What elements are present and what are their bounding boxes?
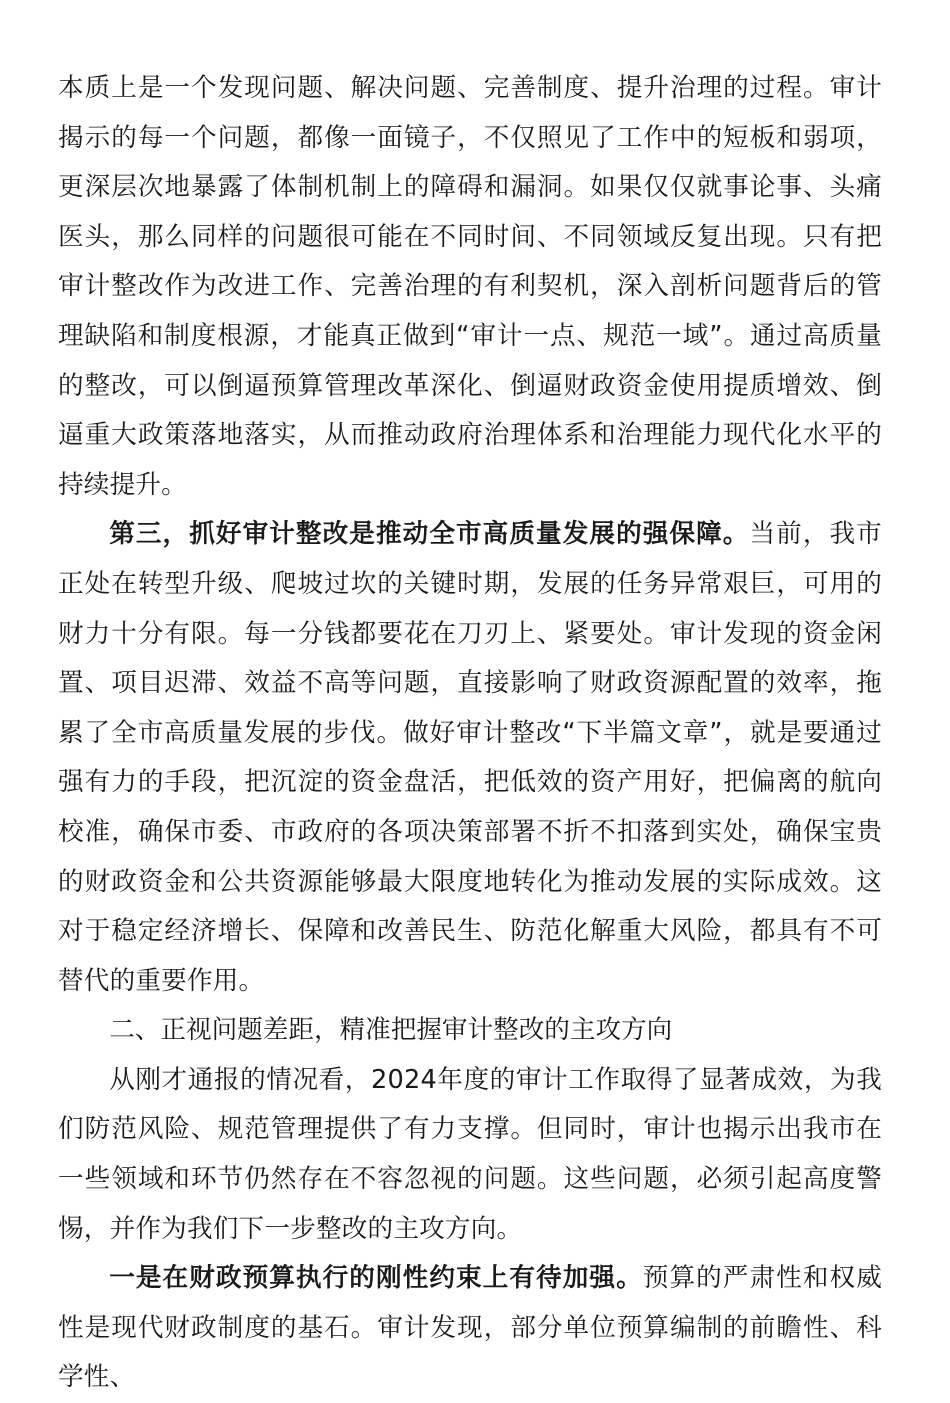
paragraph-4-lead: 一是在财政预算执行的刚性约束上有待加强。 [109,1263,643,1294]
document-page [58,64,882,1403]
paragraph-3 [58,1056,882,1254]
paragraph-1 [58,64,882,510]
paragraph-4 [58,1254,882,1403]
paragraph-2-text: 当前，我市正处在转型升级、爬坡过坎的关键时期，发展的任务异常艰巨，可用的财力十分有限。每一分钱都要花在刀刃上、紧要处。审计发现的资金闲置、项目迟滞、效益不高等问题，直接影响了财政资源配置的效率，拖累了全市高质量发展的步伐。做好审计整改“下半篇文章”，就是要通过强有力的手段，把沉淀的资金盘活，把低效的资产用好，把偏离的航向校准，确保市委、市政府的各项决策部署不折不扣落到实处，确保宝贵的财政资金和公共资源能够最大限度地转化为推动发展的实际成效。这对于稳定经济增长、保障和改善民生、防范化解重大风险，都具有不可替代的重要作用。 [58,519,882,996]
paragraph-2 [58,510,882,1006]
paragraph-2-lead: 第三，抓好审计整改是推动全市高质量发展的强保障。 [109,519,750,550]
section-heading-2: 二、正视问题差距，精准把握审计整改的主攻方向 [109,1015,673,1046]
paragraph-1-text: 本质上是一个发现问题、解决问题、完善制度、提升治理的过程。审计揭示的每一个问题，都像一面镜子，不仅照见了工作中的短板和弱项，更深层次地暴露了体制机制上的障碍和漏洞。如果仅仅就事论事、头痛医头，那么同样的问题很可能在不同时间、不同领域反复出现。只有把审计整改作为改进工作、完善治理的有利契机，深入剖析问题背后的管理缺陷和制度根源，才能真正做到“审计一点、规范一域”。通过高质量的整改，可以倒逼预算管理改革深化、倒逼财政资金使用提质增效、倒逼重大政策落地落实，从而推动政府治理体系和治理能力现代化水平的持续提升。 [58,73,882,500]
paragraph-3-text: 从刚才通报的情况看，2024年度的审计工作取得了显著成效，为我们防范风险、规范管理提供了有力支撑。但同时，审计也揭示出我市在一些领域和环节仍然存在不容忽视的问题。这些问题，必须引起高度警惕，并作为我们下一步整改的主攻方向。 [58,1064,882,1244]
paragraph-4-text: 预算的严肃性和权威性是现代财政制度的基石。审计发现，部分单位预算编制的前瞻性、科学性、 [58,1263,882,1393]
